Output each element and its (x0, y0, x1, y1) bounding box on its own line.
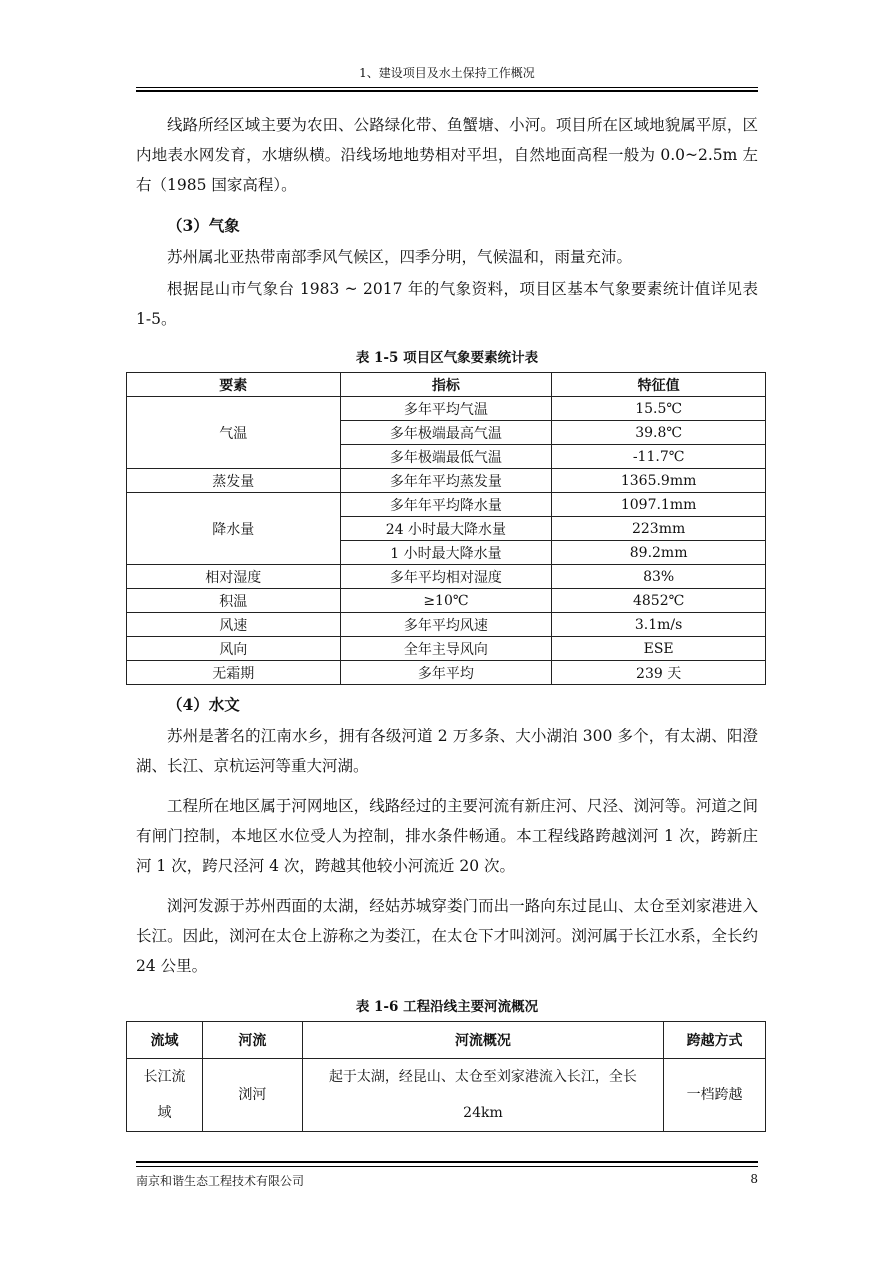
indicator-cell: 多年平均气温 (340, 397, 552, 421)
river-table (126, 1021, 766, 1132)
indicator-cell: 多年平均 (340, 661, 552, 685)
table-row (127, 397, 766, 421)
col-header-overview: 河流概况 (302, 1022, 663, 1059)
footer-rule-thick (136, 1161, 758, 1163)
indicator-cell: 多年极端最高气温 (340, 421, 552, 445)
indicator-cell: 多年平均风速 (340, 613, 552, 637)
value-cell: 1097.1mm (552, 493, 766, 517)
col-header-crossing: 跨越方式 (664, 1022, 766, 1059)
river-cell: 浏河 (202, 1059, 302, 1132)
value-cell: 39.8℃ (552, 421, 766, 445)
paragraph-climate-source: 根据昆山市气象台 1983 ~ 2017 年的气象资料，项目区基本气象要素统计值详见表 1-5。 (136, 280, 758, 328)
indicator-cell: 多年年平均降水量 (340, 493, 552, 517)
indicator-cell: 全年主导风向 (340, 637, 552, 661)
element-cell: 蒸发量 (127, 469, 341, 493)
indicator-cell: 多年极端最低气温 (340, 445, 552, 469)
value-cell: 89.2mm (552, 541, 766, 565)
page-number: 8 (750, 1172, 758, 1186)
col-header-indicator: 指标 (340, 373, 552, 397)
element-cell: 相对湿度 (127, 565, 341, 589)
page-content (136, 110, 758, 1132)
element-cell: 风速 (127, 613, 341, 637)
paragraph-liuhe: 浏河发源于苏州西面的太湖，经姑苏城穿娄门而出一路向东过昆山、太仓至刘家港进入长江。因此，浏河在太仓上游称之为娄江，在太仓下才叫浏河。浏河属于长江水系，全长约 24 公里。 (136, 897, 758, 975)
value-cell: 1365.9mm (552, 469, 766, 493)
table-header-row (127, 1022, 766, 1059)
element-cell: 降水量 (127, 493, 341, 565)
table-row (127, 613, 766, 637)
table-header-row (127, 373, 766, 397)
element-cell: 无霜期 (127, 661, 341, 685)
indicator-cell: 多年平均相对湿度 (340, 565, 552, 589)
table-row (127, 493, 766, 517)
basin-cell: 长江流域 (127, 1059, 203, 1132)
value-cell: 239 天 (552, 661, 766, 685)
header-rule (136, 87, 758, 88)
table-row (127, 565, 766, 589)
overview-cell: 起于太湖，经昆山、太仓至刘家港流入长江，全长 24km (302, 1059, 663, 1132)
col-header-element: 要素 (127, 373, 341, 397)
value-cell: 3.1m/s (552, 613, 766, 637)
value-cell: 83% (552, 565, 766, 589)
indicator-cell: 多年年平均蒸发量 (340, 469, 552, 493)
paragraph-climate-summary: 苏州属北亚热带南部季风气候区，四季分明，气候温和，雨量充沛。 (167, 248, 633, 266)
value-cell: 15.5℃ (552, 397, 766, 421)
col-header-basin: 流域 (127, 1022, 203, 1059)
climate-table (126, 372, 766, 685)
value-cell: -11.7℃ (552, 445, 766, 469)
crossing-cell: 一档跨越 (664, 1059, 766, 1132)
table-row (127, 637, 766, 661)
paragraph-river-network: 工程所在地区属于河网地区，线路经过的主要河流有新庄河、尺泾、浏河等。河道之间有闸门控制，本地区水位受人为控制，排水条件畅通。本工程线路跨越浏河 1 次，跨新庄河 1 次，跨尺泾河 4 次，跨越其他较小河流近 20 次。 (136, 797, 758, 875)
footer-rule (136, 1166, 758, 1167)
page-header: 1、建设项目及水土保持工作概况 (359, 66, 535, 80)
value-cell: 4852℃ (552, 589, 766, 613)
section-heading-climate: （3）气象 (167, 216, 240, 235)
table-1-5-caption: 表 1-5 项目区气象要素统计表 (355, 350, 539, 366)
table-row (127, 589, 766, 613)
indicator-cell: 24 小时最大降水量 (340, 517, 552, 541)
table-1-6-caption: 表 1-6 工程沿线主要河流概况 (355, 999, 539, 1015)
col-header-river: 河流 (202, 1022, 302, 1059)
paragraph-water-town: 苏州是著名的江南水乡，拥有各级河道 2 万多条、大小湖泊 300 多个，有太湖、阳澄湖、长江、京杭运河等重大河湖。 (136, 727, 758, 775)
element-cell: 积温 (127, 589, 341, 613)
header-rule-thick (136, 90, 758, 92)
indicator-cell: ≥10℃ (340, 589, 552, 613)
col-header-value: 特征值 (552, 373, 766, 397)
value-cell: 223mm (552, 517, 766, 541)
indicator-cell: 1 小时最大降水量 (340, 541, 552, 565)
table-row (127, 1059, 766, 1132)
footer-company: 南京和谐生态工程技术有限公司 (136, 1174, 305, 1188)
section-heading-hydrology: （4）水文 (167, 695, 240, 714)
table-row (127, 661, 766, 685)
table-row (127, 469, 766, 493)
paragraph-terrain: 线路所经区域主要为农田、公路绿化带、鱼蟹塘、小河。项目所在区域地貌属平原，区内地表水网发育，水塘纵横。沿线场地地势相对平坦，自然地面高程一般为 0.0~2.5m 左右（1985 国家高程）。 (136, 116, 758, 194)
element-cell: 气温 (127, 397, 341, 469)
element-cell: 风向 (127, 637, 341, 661)
value-cell: ESE (552, 637, 766, 661)
